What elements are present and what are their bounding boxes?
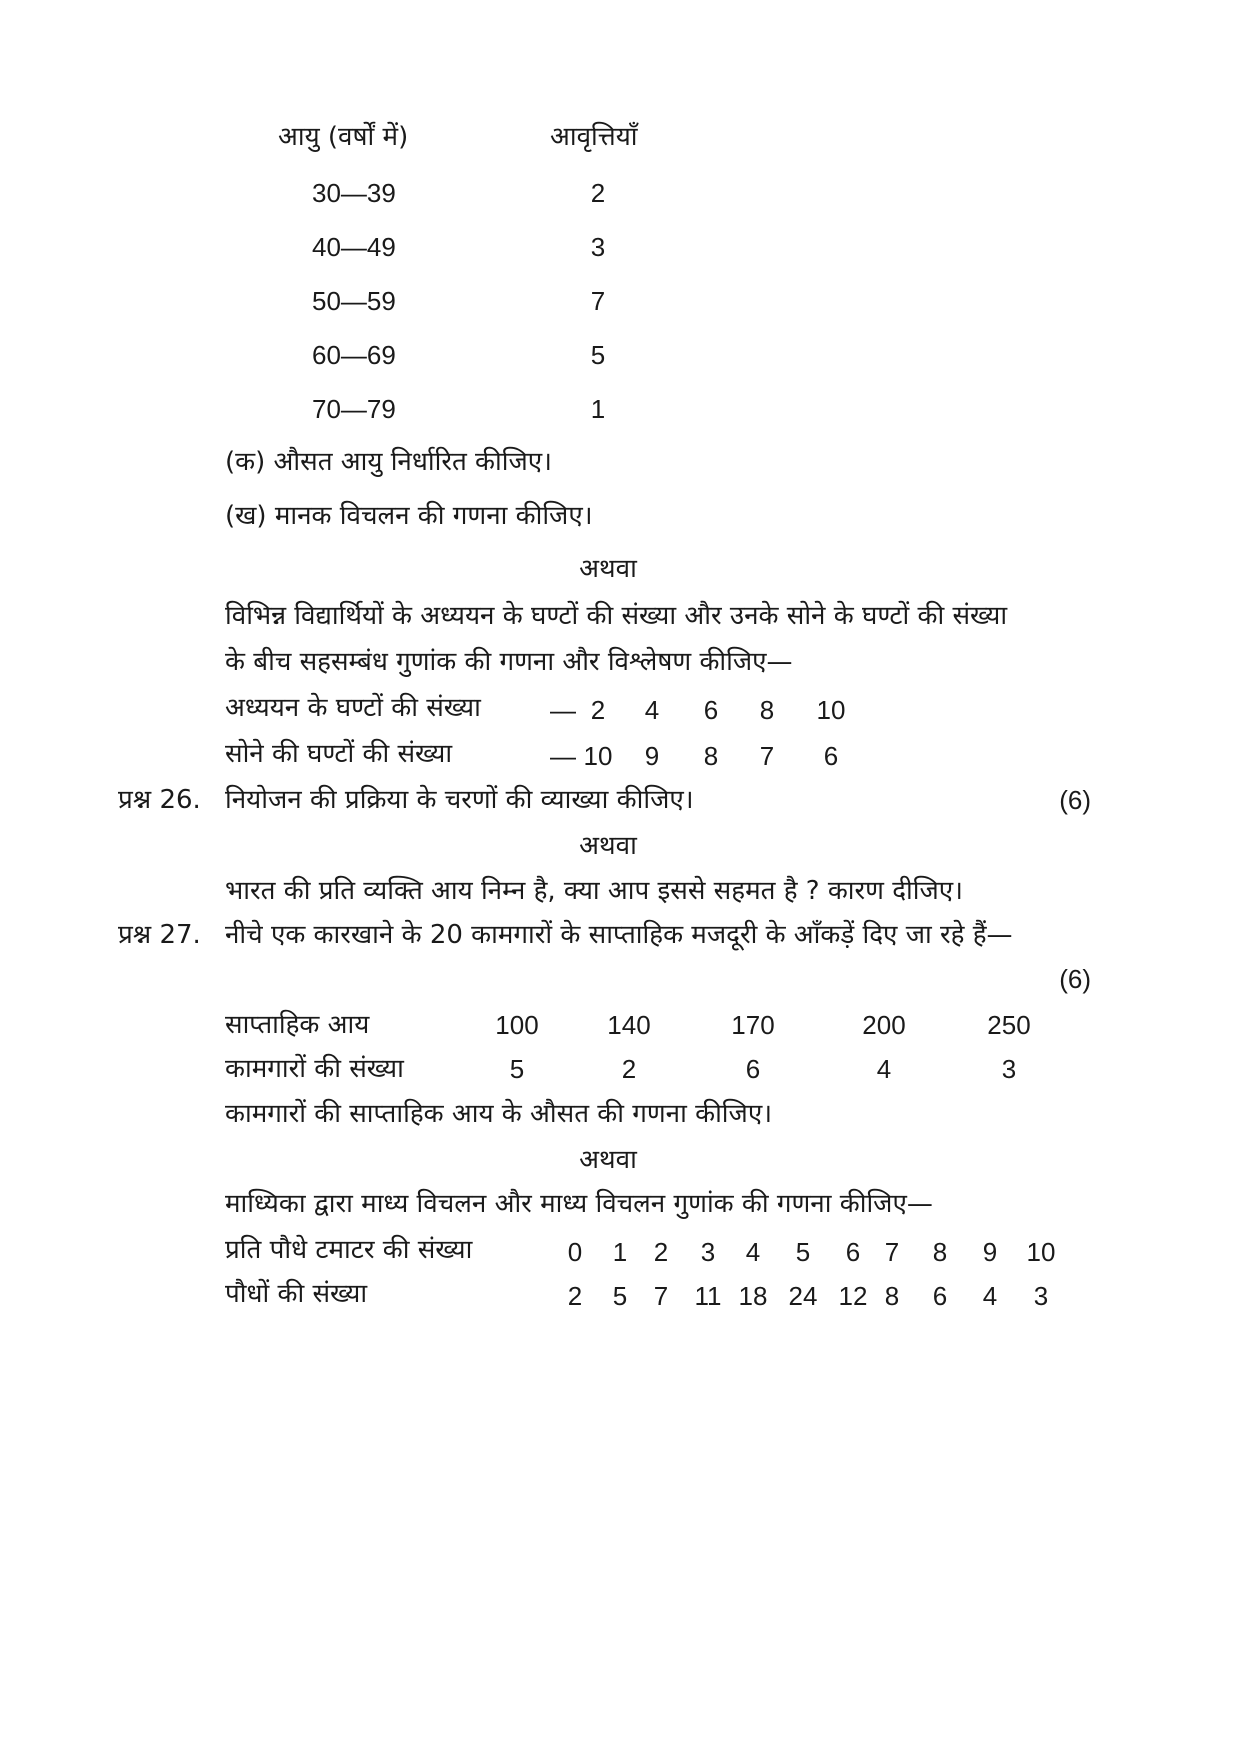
workers-count-value: 4 (876, 1054, 892, 1084)
tomatoes-value: 3 (700, 1237, 716, 1267)
tomatoes-value: 2 (653, 1237, 669, 1267)
age-range-cell: 30—39 (312, 178, 396, 208)
question-text-line: के बीच सहसम्बंध गुणांक की गणना और विश्लेषण कीजिए— (225, 647, 793, 677)
tomatoes-value: 10 (1026, 1237, 1056, 1267)
sleep-hours-value: 10 (583, 741, 613, 771)
tomatoes-value: 8 (932, 1237, 948, 1267)
question-part-a: (क) औसत आयु निर्धारित कीजिए। (225, 447, 552, 477)
study-hours-value: 4 (644, 695, 660, 725)
frequency-cell: 1 (590, 394, 606, 424)
weekly-income-value: 140 (607, 1010, 651, 1040)
weekly-income-value: 170 (731, 1010, 775, 1040)
frequency-cell: 3 (590, 232, 606, 262)
plants-value: 6 (932, 1281, 948, 1311)
question-number: प्रश्न 27. (118, 920, 201, 950)
sleep-hours-value: 7 (759, 741, 775, 771)
sleep-hours-value: 9 (644, 741, 660, 771)
tomatoes-value: 1 (612, 1237, 628, 1267)
plants-value: 12 (838, 1281, 868, 1311)
question-text: कामगारों की साप्ताहिक आय के औसत की गणना कीजिए। (225, 1099, 773, 1129)
plants-value: 24 (788, 1281, 818, 1311)
plants-value: 7 (653, 1281, 669, 1311)
tomatoes-value: 0 (567, 1237, 583, 1267)
weekly-income-value: 200 (862, 1010, 906, 1040)
or-divider: अथवा (579, 554, 637, 584)
marks-label: (6) (1059, 964, 1091, 994)
tomatoes-value: 5 (795, 1237, 811, 1267)
dash: — (550, 695, 576, 725)
sleep-hours-value: 8 (703, 741, 719, 771)
study-hours-value: 8 (759, 695, 775, 725)
tomatoes-value: 9 (982, 1237, 998, 1267)
tomatoes-per-plant-label: प्रति पौधे टमाटर की संख्या (225, 1235, 473, 1265)
study-hours-value: 6 (703, 695, 719, 725)
plants-value: 2 (567, 1281, 583, 1311)
question-part-b: (ख) मानक विचलन की गणना कीजिए। (225, 501, 593, 531)
question-text: भारत की प्रति व्यक्ति आय निम्न है, क्या आप इससे सहमत है ? कारण दीजिए। (225, 876, 964, 906)
study-hours-value: 2 (590, 695, 606, 725)
frequency-cell: 5 (590, 340, 606, 370)
workers-count-value: 3 (1001, 1054, 1017, 1084)
age-range-cell: 70—79 (312, 394, 396, 424)
frequency-cell: 2 (590, 178, 606, 208)
or-divider: अथवा (579, 831, 637, 861)
weekly-income-value: 250 (987, 1010, 1031, 1040)
question-text: माध्यिका द्वारा माध्य विचलन और माध्य विचलन गुणांक की गणना कीजिए— (225, 1189, 933, 1219)
workers-count-value: 6 (745, 1054, 761, 1084)
question-text: नियोजन की प्रक्रिया के चरणों की व्याख्या कीजिए। (225, 785, 694, 815)
sleep-hours-label: सोने की घण्टों की संख्या (225, 739, 453, 769)
workers-count-value: 2 (621, 1054, 637, 1084)
question-number: प्रश्न 26. (118, 785, 201, 815)
age-range-cell: 60—69 (312, 340, 396, 370)
plants-count-label: पौधों की संख्या (225, 1279, 368, 1309)
dash: — (550, 741, 576, 771)
plants-value: 5 (612, 1281, 628, 1311)
marks-label: (6) (1059, 785, 1091, 815)
tomatoes-value: 7 (884, 1237, 900, 1267)
workers-count-value: 5 (509, 1054, 525, 1084)
plants-value: 4 (982, 1281, 998, 1311)
or-divider: अथवा (579, 1145, 637, 1175)
question-text-line: विभिन्न विद्यार्थियों के अध्ययन के घण्टों की संख्या और उनके सोने के घण्टों की संख्या (225, 601, 1008, 631)
study-hours-value: 10 (816, 695, 846, 725)
age-range-cell: 40—49 (312, 232, 396, 262)
workers-count-label: कामगारों की संख्या (225, 1054, 404, 1084)
age-column-header: आयु (वर्षों में) (278, 122, 409, 152)
question-text: नीचे एक कारखाने के 20 कामगारों के साप्ताहिक मजदूरी के आँकड़ें दिए जा रहे हैं— (225, 920, 1013, 950)
plants-value: 8 (884, 1281, 900, 1311)
weekly-income-value: 100 (495, 1010, 539, 1040)
frequency-cell: 7 (590, 286, 606, 316)
frequency-column-header: आवृत्तियाँ (550, 122, 638, 152)
sleep-hours-value: 6 (823, 741, 839, 771)
plants-value: 11 (694, 1281, 722, 1311)
age-range-cell: 50—59 (312, 286, 396, 316)
plants-value: 18 (738, 1281, 768, 1311)
tomatoes-value: 6 (845, 1237, 861, 1267)
weekly-income-label: साप्ताहिक आय (225, 1010, 370, 1040)
tomatoes-value: 4 (745, 1237, 761, 1267)
plants-value: 3 (1033, 1281, 1049, 1311)
study-hours-label: अध्ययन के घण्टों की संख्या (225, 693, 481, 723)
